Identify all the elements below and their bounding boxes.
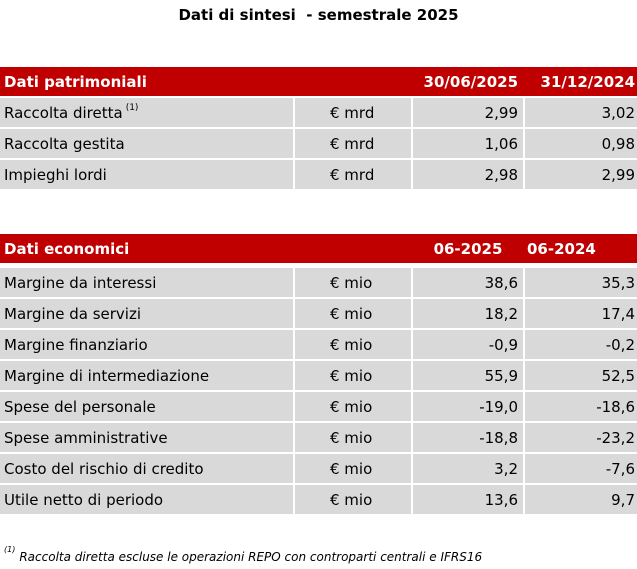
row-value-1: 55,9 [413, 361, 523, 390]
page-title: Dati di sintesi - semestrale 2025 [178, 6, 459, 24]
row-value-1: 1,06 [413, 129, 523, 158]
row-value-2: -23,2 [525, 423, 637, 452]
table-row [0, 98, 637, 129]
row-label: Raccolta diretta $^{(1)}$ [0, 98, 293, 127]
row-label: Margine da interessi [0, 268, 293, 297]
footnote-ref: (1) [125, 102, 139, 113]
footnote-marker: (1) [4, 545, 16, 554]
row-unit: € mrd [295, 98, 411, 127]
table-row [0, 361, 637, 392]
row-label: Margine da servizi [0, 299, 293, 328]
footnote [4, 545, 483, 564]
row-value-2: 52,5 [525, 361, 637, 390]
row-label: Margine di intermediazione [0, 361, 293, 390]
row-value-2: 9,7 [525, 485, 637, 514]
table-row [0, 299, 637, 330]
row-value-2: -18,6 [525, 392, 637, 421]
row-value-1: 3,2 [413, 454, 523, 483]
row-value-2: -7,6 [525, 454, 637, 483]
economici-header-col2: 06-2024 [525, 234, 637, 263]
row-unit: € mio [295, 392, 411, 421]
row-value-1: 2,99 [413, 98, 523, 127]
table-row [0, 268, 637, 299]
row-unit: € mio [295, 268, 411, 297]
patrimoniali-header-label: Dati patrimoniali [0, 67, 411, 96]
row-label: Costo del rischio di credito [0, 454, 293, 483]
row-value-1: 38,6 [413, 268, 523, 297]
table-row [0, 392, 637, 423]
footnote-text: Raccolta diretta escluse le operazioni REPO con controparti centrali e IFRS16 [19, 550, 483, 564]
row-unit: € mrd [295, 160, 411, 189]
row-label: Utile netto di periodo [0, 485, 293, 514]
patrimoniali-header-col2: 31/12/2024 [525, 67, 637, 96]
row-unit: € mio [295, 299, 411, 328]
table-row [0, 330, 637, 361]
row-label: Margine finanziario [0, 330, 293, 359]
row-unit: € mio [295, 423, 411, 452]
table-row [0, 485, 637, 516]
economici-table [0, 234, 637, 516]
row-value-1: -18,8 [413, 423, 523, 452]
row-label: Spese del personale [0, 392, 293, 421]
row-value-2: 2,99 [525, 160, 637, 189]
row-value-2: -0,2 [525, 330, 637, 359]
row-value-2: 3,02 [525, 98, 637, 127]
row-unit: € mio [295, 361, 411, 390]
row-unit: € mio [295, 330, 411, 359]
row-unit: € mio [295, 485, 411, 514]
row-value-1: -19,0 [413, 392, 523, 421]
economici-header-label: Dati economici [0, 234, 411, 263]
row-unit: € mrd [295, 129, 411, 158]
row-label: Spese amministrative [0, 423, 293, 452]
row-label: Raccolta gestita [0, 129, 293, 158]
patrimoniali-header-col1: 30/06/2025 [413, 67, 523, 96]
row-unit: € mio [295, 454, 411, 483]
row-value-2: 0,98 [525, 129, 637, 158]
row-value-1: 18,2 [413, 299, 523, 328]
row-value-1: 13,6 [413, 485, 523, 514]
patrimoniali-table [0, 67, 637, 191]
table-row [0, 160, 637, 191]
table-row [0, 423, 637, 454]
economici-header-row [0, 234, 637, 265]
table-row [0, 129, 637, 160]
economici-header-col1: 06-2025 [413, 234, 523, 263]
row-value-1: 2,98 [413, 160, 523, 189]
row-value-1: -0,9 [413, 330, 523, 359]
row-value-2: 17,4 [525, 299, 637, 328]
patrimoniali-header-row [0, 67, 637, 98]
row-value-2: 35,3 [525, 268, 637, 297]
row-label: Impieghi lordi [0, 160, 293, 189]
table-row [0, 454, 637, 485]
